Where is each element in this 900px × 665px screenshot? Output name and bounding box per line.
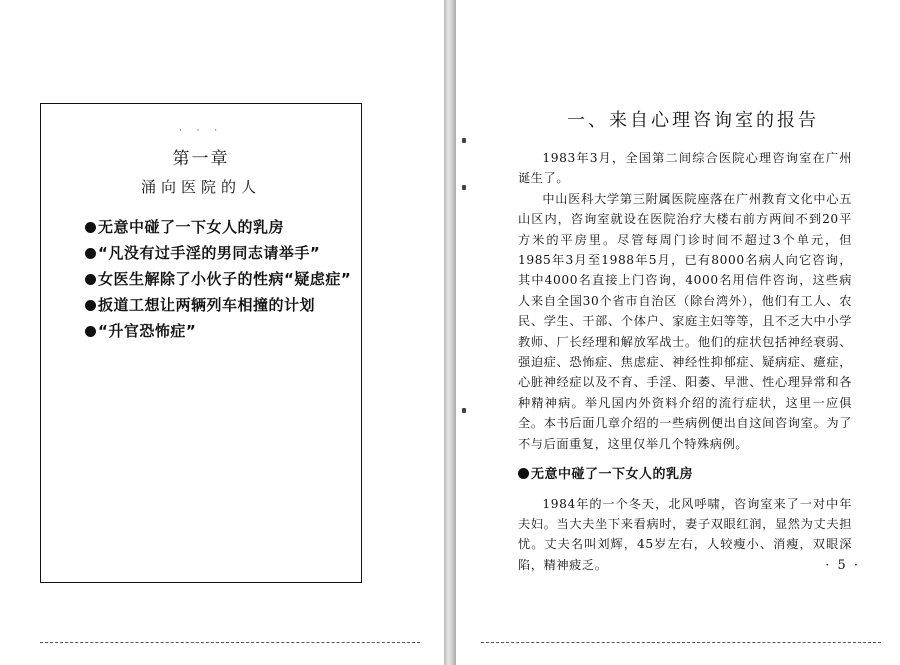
bullet-icon	[85, 274, 96, 285]
contents-item-text: “升官恐怖症”	[98, 322, 197, 340]
paragraph: 1984年的一个冬天，北风呼啸，咨询室来了一对中年夫妇。当大夫坐下来看病时，妻子双眼红润，显然为丈夫担忧。丈夫名叫刘辉，45岁左右，人较瘦小、消瘦，双眼深陷，精神疲乏。	[518, 496, 852, 572]
contents-item	[85, 318, 351, 344]
chapter-box	[40, 103, 362, 583]
scan-speck	[462, 138, 466, 143]
right-page	[456, 0, 900, 665]
section-title: 一、来自心理咨询室的报告	[567, 110, 819, 131]
subheading-text: 无意中碰了一下女人的乳房	[531, 467, 694, 483]
contents-item	[85, 240, 351, 266]
bullet-icon	[85, 300, 96, 311]
left-page	[0, 0, 444, 665]
contents-item	[85, 292, 351, 318]
contents-item-text: 扳道工想让两辆列车相撞的计划	[98, 296, 316, 314]
bullet-icon	[518, 468, 529, 479]
contents-item-text: 女医生解除了小伙子的性病“疑虑症”	[98, 270, 352, 288]
scan-footer-rule	[481, 642, 881, 643]
scan-speck	[462, 185, 466, 190]
body-text	[518, 148, 852, 575]
subheading	[518, 465, 852, 485]
contents-item-text: “凡没有过手淫的男同志请举手”	[98, 244, 321, 262]
scan-footer-rule	[40, 642, 420, 643]
paragraph: 中山医科大学第三附属医院座落在广州教育文化中心五山区内，咨询室就设在医院治疗大楼右前方两间不到20平方米的平房里。尽管每周门诊时间不超过3个单元，但1985年3月至1988年5月，已有8000名病人向它咨询，其中4000名直接上门咨询，4000名用信件咨询，这些病人来自全国30个省市自治区（除台湾外），他们有工人、农民、学生、干部、个体户、家庭主妇等等，且不乏大中小学教师、厂长经理和解放军战士。他们的症状包括神经衰弱、强迫症、恐怖症、焦虑症、神经性抑郁症、疑病症、癔症，心脏神经症以及不育、手淫、阳萎、早泄、性心理异常和各种精神病。举凡国内外资料介绍的流行症状，这里一应俱全。本书后面几章介绍的一些病例便出自这间咨询室。为了不与后面重复，这里仅举几个特殊病例。	[518, 191, 852, 451]
contents-item-text: 无意中碰了一下女人的乳房	[98, 218, 285, 236]
book-spine-gutter	[444, 0, 456, 665]
paragraph: 1983年3月，全国第二间综合医院心理咨询室在广州诞生了。	[518, 151, 852, 186]
contents-item	[85, 214, 351, 240]
ornament-dots: · · ·	[178, 126, 224, 136]
page-number: · 5 ·	[825, 558, 860, 573]
bullet-icon	[85, 222, 96, 233]
bullet-icon	[85, 326, 96, 337]
bullet-icon	[85, 248, 96, 259]
chapter-contents-list	[85, 214, 351, 344]
contents-item	[85, 266, 351, 292]
chapter-title: 涌向医院的人	[140, 178, 261, 196]
scan-speck	[462, 408, 466, 413]
chapter-number: 第一章	[172, 149, 230, 169]
